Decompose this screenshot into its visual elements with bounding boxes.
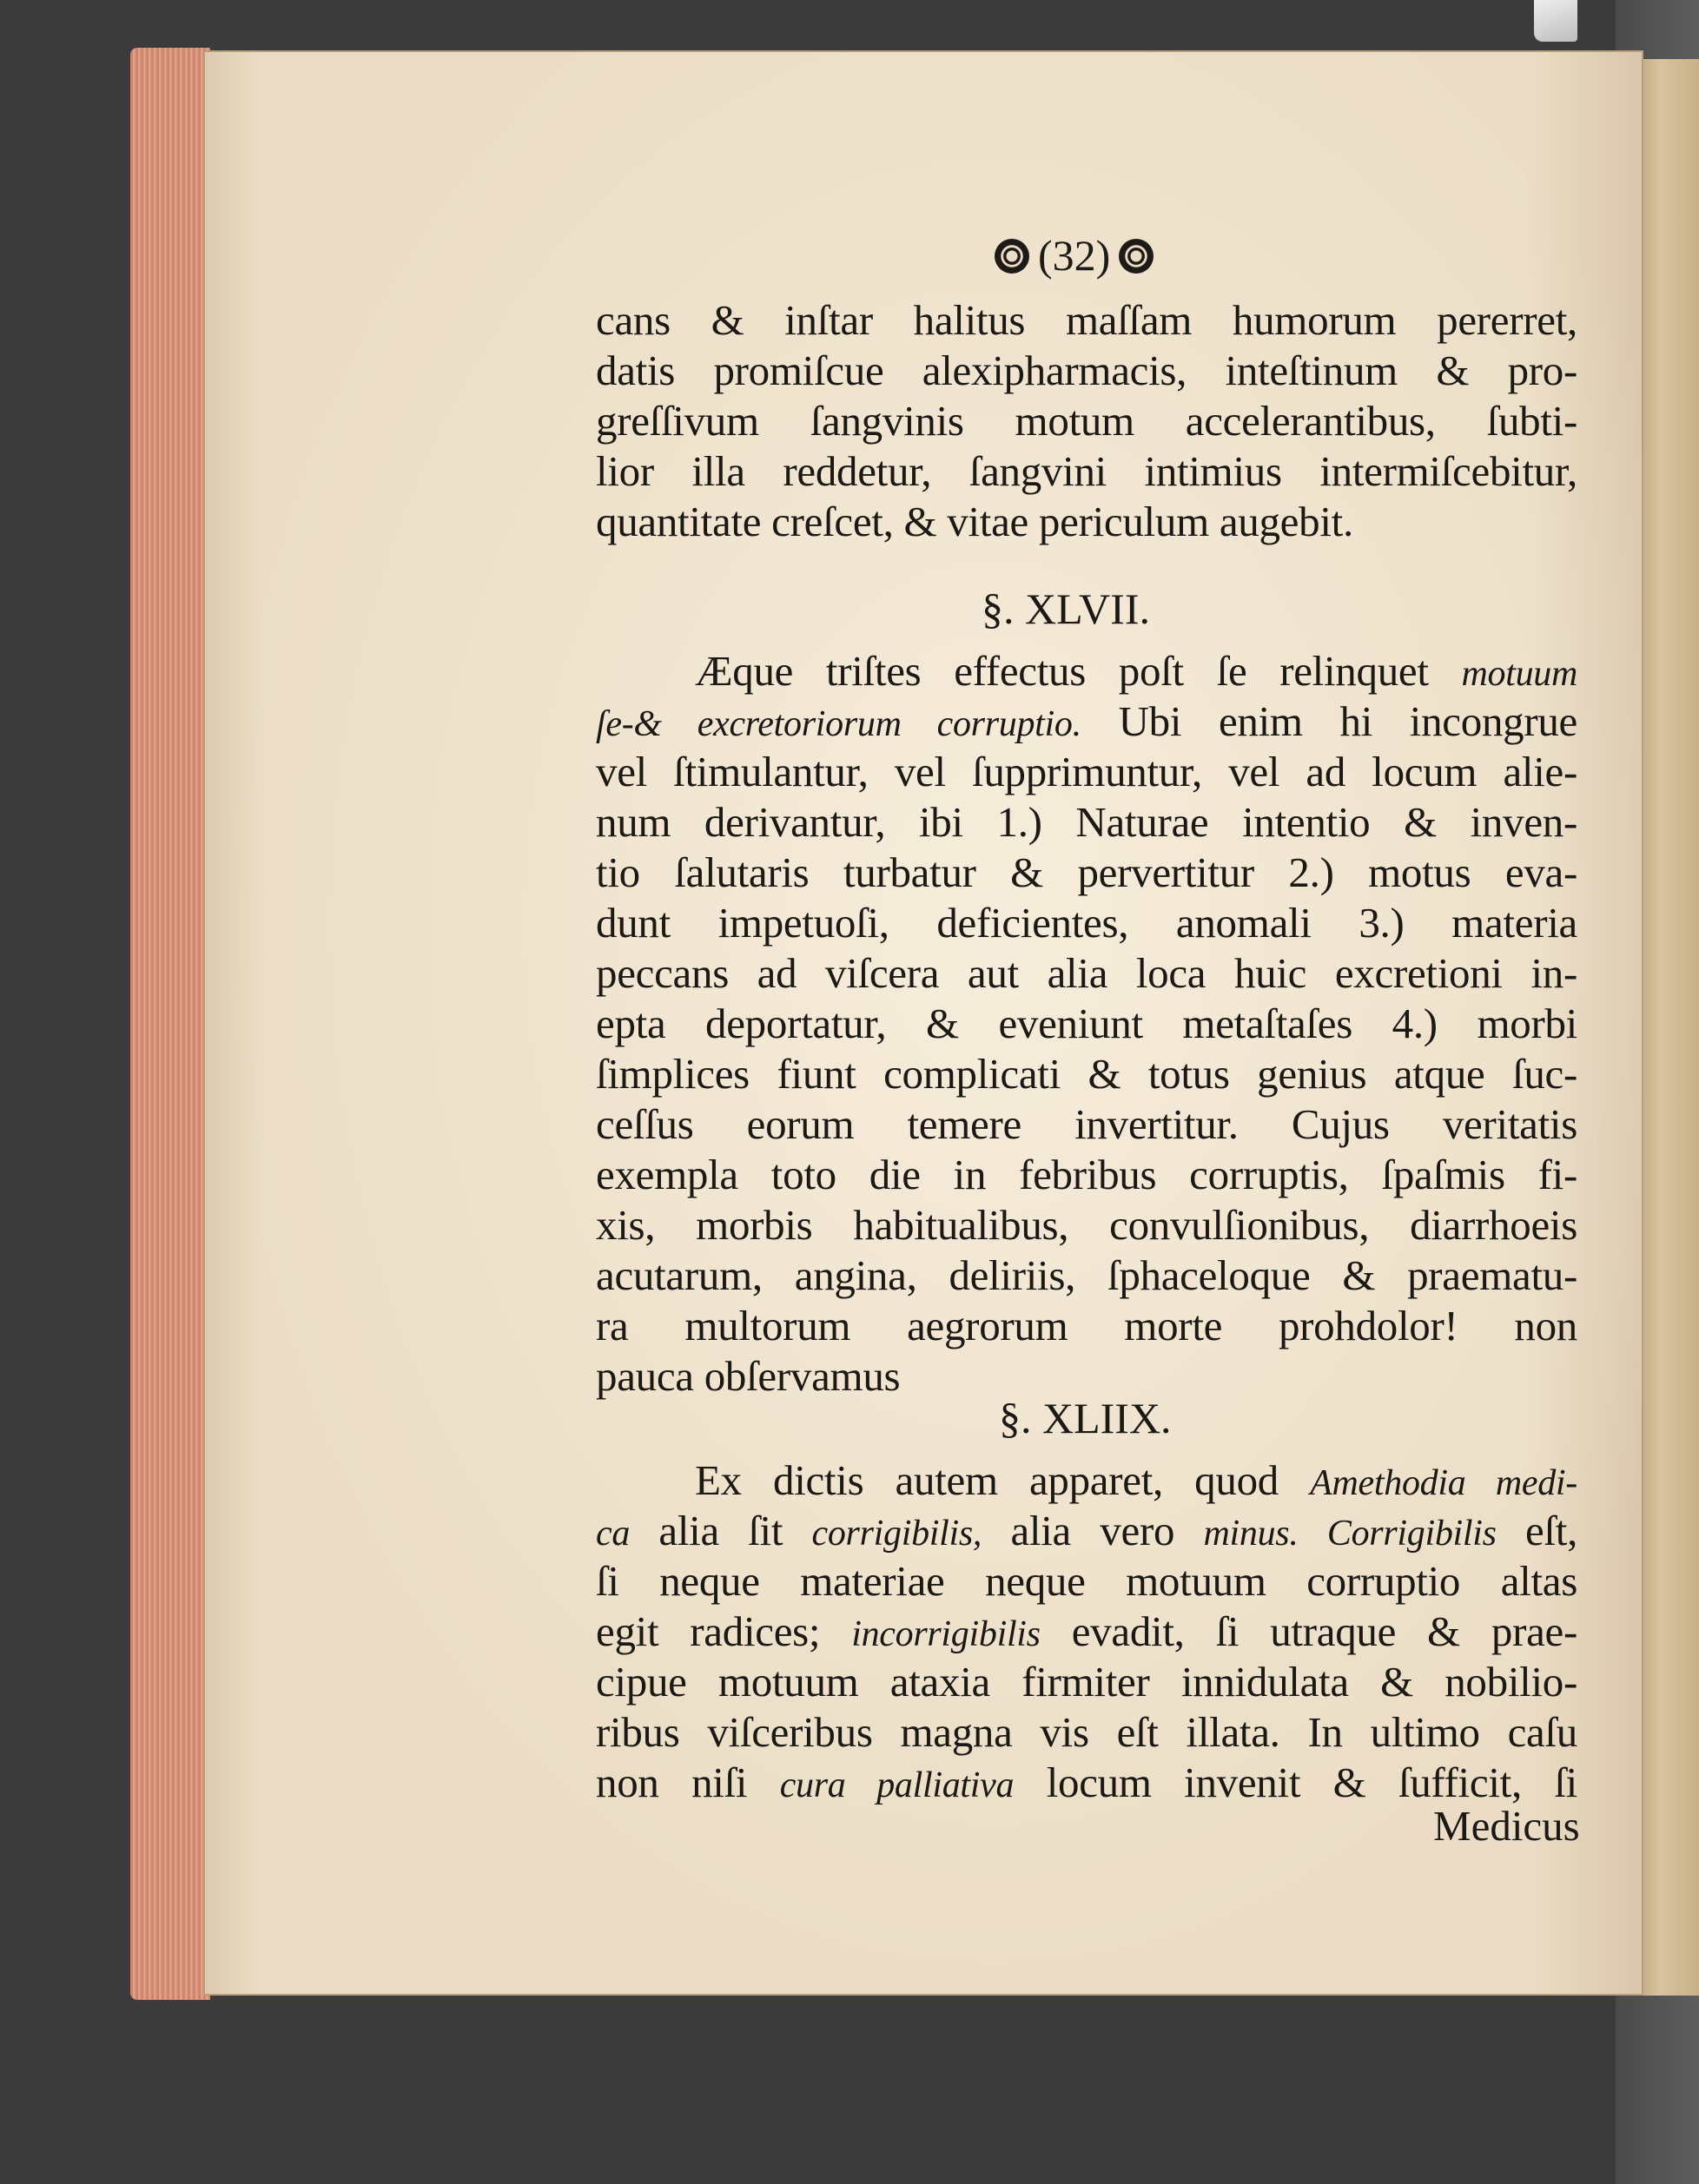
text-line: tio ſalutaris turbatur & pervertitur 2.) motus eva- — [596, 848, 1577, 896]
text-line: egit radices; incorrigibilis evadit, ſi utraque & prae- — [596, 1607, 1577, 1655]
text-line: epta deportatur, & eveniunt metaſtaſes 4.) morbi — [596, 1000, 1577, 1047]
text-line: lior illa reddetur, ſangvini intimius intermiſcebitur, — [596, 447, 1577, 495]
text-line: greſſivum ſangvinis motum accelerantibus, ſubti- — [596, 397, 1577, 445]
text-line: ca alia ſit corrigibilis, alia vero minus. Corrigibilis eſt, — [596, 1507, 1578, 1554]
text-line: Æque triſtes effectus poſt ſe relinquet motuum — [695, 647, 1577, 695]
page-header — [986, 231, 1246, 280]
page-stack-edge — [130, 48, 210, 2000]
ornament-icon — [995, 239, 1029, 274]
text-line: quantitate creſcet, & vitae periculum augebit. — [596, 498, 1353, 545]
text-line: vel ſtimulantur, vel ſupprimuntur, vel ad locum alie- — [596, 748, 1577, 795]
book-strap — [1534, 0, 1577, 42]
text-line: non niſi cura palliativa locum invenit & ſufficit, ſi — [596, 1758, 1577, 1806]
text-line: ribus viſceribus magna vis eſt illata. In ultimo caſu — [596, 1708, 1577, 1756]
text-line: ſimplices fiunt complicati & totus genius atque ſuc- — [596, 1050, 1577, 1098]
text-line: ſi neque materiae neque motuum corruptio altas — [596, 1557, 1577, 1605]
text-line: datis promiſcue alexipharmacis, inteſtinum & pro- — [596, 346, 1577, 394]
text-line: cans & inſtar halitus maſſam humorum pererret, — [596, 296, 1577, 344]
text-line: ſe-& excretoriorum corruptio. Ubi enim hi incongrue — [596, 697, 1578, 745]
section-heading: §. XLVII. — [982, 584, 1150, 633]
catchword: Medicus — [1433, 1802, 1580, 1850]
text-line: xis, morbis habitualibus, convulſionibus, diarrhoeis — [596, 1201, 1577, 1249]
section-heading: §. XLIIX. — [999, 1394, 1172, 1442]
text-line: cipue motuum ataxia firmiter innidulata & nobilio- — [596, 1658, 1577, 1706]
ornament-icon — [1119, 239, 1154, 274]
next-page-edge — [1633, 59, 1699, 1996]
text-line: dunt impetuoſi, deficientes, anomali 3.) materia — [596, 899, 1577, 947]
text-line: Ex dictis autem apparet, quod Amethodia medi- — [695, 1456, 1577, 1504]
text-line: acutarum, angina, deliriis, ſphaceloque & praematu- — [596, 1251, 1577, 1299]
text-line: exempla toto die in febribus corruptis, ſpaſmis fi- — [596, 1151, 1577, 1198]
text-line: ra multorum aegrorum morte prohdolor! non — [596, 1302, 1577, 1349]
text-line: pauca obſervamus — [596, 1352, 901, 1400]
text-line: num derivantur, ibi 1.) Naturae intentio & inven- — [596, 798, 1577, 846]
text-line: ceſſus eorum temere invertitur. Cujus veritatis — [596, 1100, 1577, 1148]
page-number: (32) — [1038, 231, 1111, 280]
text-line: peccans ad viſcera aut alia loca huic excretioni in- — [596, 949, 1577, 997]
